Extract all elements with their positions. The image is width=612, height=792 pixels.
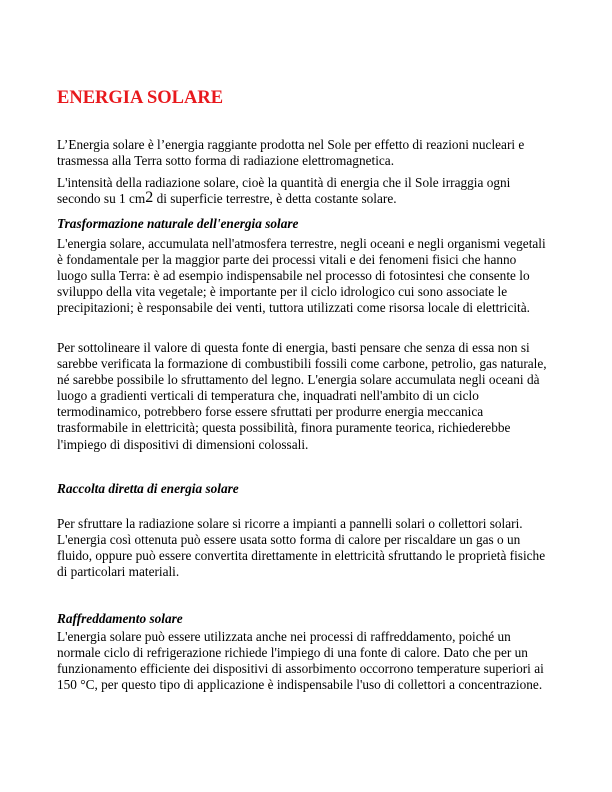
intro-paragraph-2 [57, 175, 549, 207]
page-title: ENERGIA SOLARE [57, 88, 224, 108]
section-3-paragraph-1: L'energia solare può essere utilizzata anche nei processi di raffreddamento, poiché un normale ciclo di refrigerazione richiede l'impiego di una fonte di calore. Dato che per un funzionamento efficiente dei dispositivi di assorbimento occorrono temperature superiori ai 150 °C, per questo tipo di applicazione è indispensabile l'uso di collettori a concentrazione. [57, 629, 544, 693]
intro-paragraph-1: L’Energia solare è l’energia raggiante prodotta nel Sole per effetto di reazioni nucleari e trasmessa alla Terra sotto forma di radiazione elettromagnetica. [57, 137, 525, 169]
section-1-paragraph-1: L'energia solare, accumulata nell'atmosfera terrestre, negli oceani e negli organismi vegetali è fondamentale per la maggior parte dei processi vitali e dei fenomeni fisici che hanno luogo sulla Terra: è ad esempio indispensabile nel processo di fotosintesi che consente lo sviluppo della vita vegetale; è importante per il ciclo idrologico cui sono associate le precipitazioni; è responsabile dei venti, tuttora utilizzati come risorsa locale di elettricità. [57, 236, 546, 316]
section-2-paragraph-1: Per sfruttare la radiazione solare si ricorre a impianti a pannelli solari o collettori solari. L'energia così ottenuta può essere usata sotto forma di calore per riscaldare un gas o un fluido, oppure può essere convertita direttamente in elettricità sfruttando le proprietà fisiche di particolari materiali. [57, 516, 546, 580]
section-heading-direct-collection: Raccolta diretta di energia solare [57, 481, 239, 496]
section-1-paragraph-2: Per sottolineare il valore di questa fonte di energia, basti pensare che senza di essa non si sarebbe verificata la formazione di combustibili fossili come carbone, petrolio, gas naturale, né sarebbe possibile lo sfruttamento del legno. L'energia solare accumulata negli oceani dà luogo a gradienti verticali di temperatura che, inquadrati nell'ambito di un ciclo termodinamico, potrebbero forse essere sfruttati per produrre energia meccanica trasformabile in elettricità; questa possibilità, finora puramente teorica, richiederebbe l'impiego di dispositivi di dimensioni colossali. [57, 340, 547, 452]
superscript-exponent: 2 [145, 189, 154, 207]
intro-paragraph-2-text: L'intensità della radiazione solare, cioè la quantità di energia che il Sole irraggia ogni secondo su 1 cm [57, 175, 511, 207]
section-heading-solar-cooling: Raffreddamento solare [57, 611, 183, 626]
section-heading-natural-transformation: Trasformazione naturale dell'energia solare [57, 216, 299, 231]
intro-paragraph-2-text-end: di superficie terrestre, è detta costante solare. [153, 191, 397, 207]
